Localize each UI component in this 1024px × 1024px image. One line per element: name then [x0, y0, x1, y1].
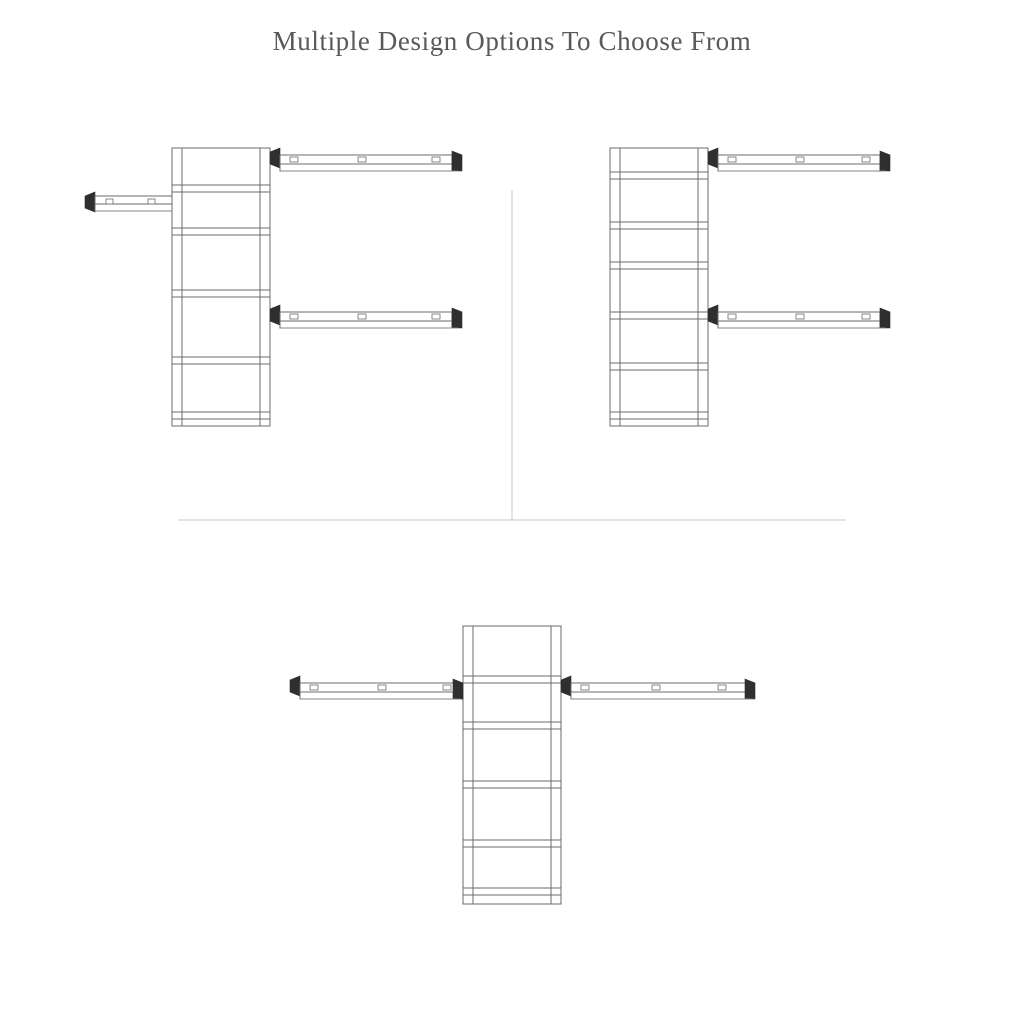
config-left-upper-left-rod — [85, 192, 172, 212]
config-left-lower-right-rod — [270, 305, 462, 328]
config-right — [610, 148, 890, 426]
config-center-tower — [463, 626, 561, 904]
config-left-upper-right-rod — [270, 148, 462, 171]
page-title: Multiple Design Options To Choose From — [272, 26, 752, 56]
config-right-upper-rod — [708, 148, 890, 171]
config-center-left-rod — [290, 676, 463, 699]
config-center-right-rod — [561, 676, 755, 699]
config-left — [85, 148, 462, 426]
config-right-lower-rod — [708, 305, 890, 328]
config-right-tower — [610, 148, 708, 426]
config-center — [290, 626, 755, 904]
config-left-tower — [172, 148, 270, 426]
